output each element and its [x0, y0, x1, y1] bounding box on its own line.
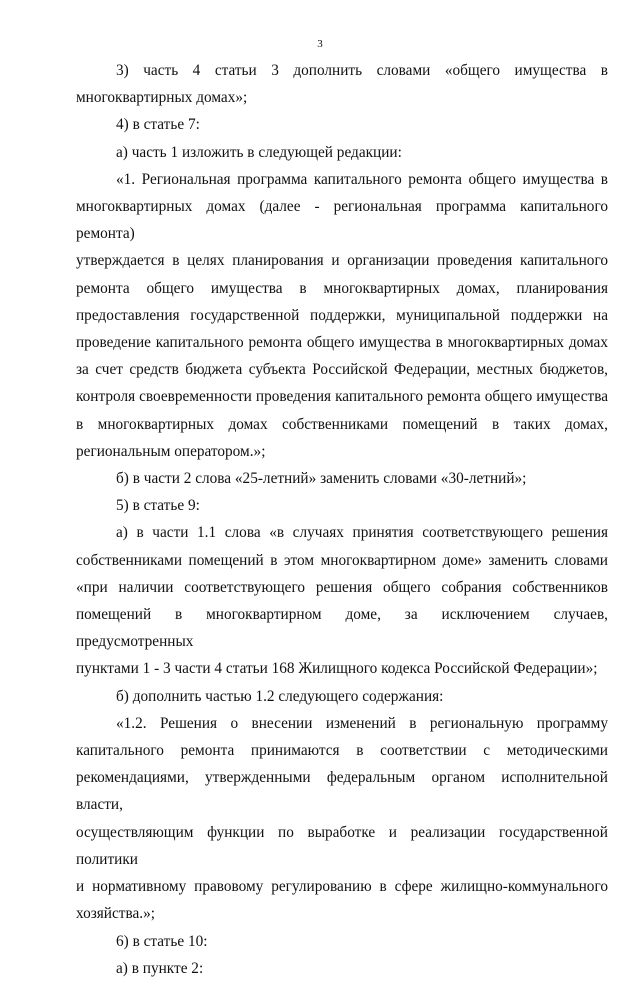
paragraph-line: пунктами 1 - 3 части 4 статьи 168 Жилищного кодекса Российской Федерации»;: [76, 660, 598, 678]
paragraph-line: 5) в статье 9:: [116, 497, 200, 515]
paragraph-line: б) дополнить частью 1.2 следующего содержания:: [116, 687, 444, 705]
paragraph-line: «при наличии соответствующего решения общего собрания собственников: [76, 578, 608, 596]
page-number: 3: [317, 38, 323, 50]
paragraph-line: б) в части 2 слова «25-летний» заменить словами «30-летний»;: [116, 470, 527, 488]
paragraph-line: за счет средств бюджета субъекта Российской Федерации, местных бюджетов,: [76, 361, 608, 379]
paragraph-line: а) в части 1.1 слова «в случаях принятия соответствующего решения: [116, 524, 608, 542]
paragraph-line: 6) в статье 10:: [116, 932, 208, 950]
paragraph-line: утверждается в целях планирования и организации проведения капитального: [76, 252, 608, 270]
paragraph-line: а) в пункте 2:: [116, 959, 204, 977]
paragraph-line: осуществляющим функции по выработке и реализации государственной политики: [76, 823, 608, 868]
paragraph-line: и нормативному правовому регулированию в сфере жилищно-коммунального: [76, 878, 608, 896]
paragraph-line: региональным оператором.»;: [76, 442, 266, 460]
paragraph-line: проведение капитального ремонта общего имущества в многоквартирных домах: [76, 334, 608, 352]
paragraph-line: 3) часть 4 статьи 3 дополнить словами «общего имущества в: [116, 62, 608, 79]
paragraph-line: многоквартирных домах»;: [76, 89, 248, 107]
paragraph-line: рекомендациями, утвержденными федеральным органом исполнительной власти,: [76, 769, 608, 814]
paragraph-line: «1. Региональная программа капитального ремонта общего имущества в: [116, 170, 608, 188]
paragraph-line: а) часть 1 изложить в следующей редакции:: [116, 143, 402, 161]
paragraph-line: капитального ремонта принимаются в соответствии с методическими: [76, 742, 608, 760]
paragraph-line: контроля своевременности проведения капитального ремонта общего имущества: [76, 388, 608, 406]
paragraph-line: в многоквартирных домах собственниками помещений в таких домах,: [76, 415, 608, 433]
paragraph-line: «1.2. Решения о внесении изменений в региональную программу: [116, 714, 608, 732]
paragraph-line: помещений в многоквартирном доме, за исключением случаев, предусмотренных: [76, 606, 608, 651]
paragraph-line: собственниками помещений в этом многоквартирном доме» заменить словами: [76, 551, 608, 569]
document-body: [76, 57, 608, 982]
paragraph-line: предоставления государственной поддержки, муниципальной поддержки на: [76, 306, 608, 324]
paragraph-line: ремонта общего имущества в многоквартирных домах, планирования: [76, 279, 608, 297]
paragraph-line: многоквартирных домах (далее - региональная программа капитального ремонта): [76, 198, 608, 243]
paragraph-line: хозяйства.»;: [76, 905, 155, 923]
paragraph-line: 4) в статье 7:: [116, 116, 200, 134]
